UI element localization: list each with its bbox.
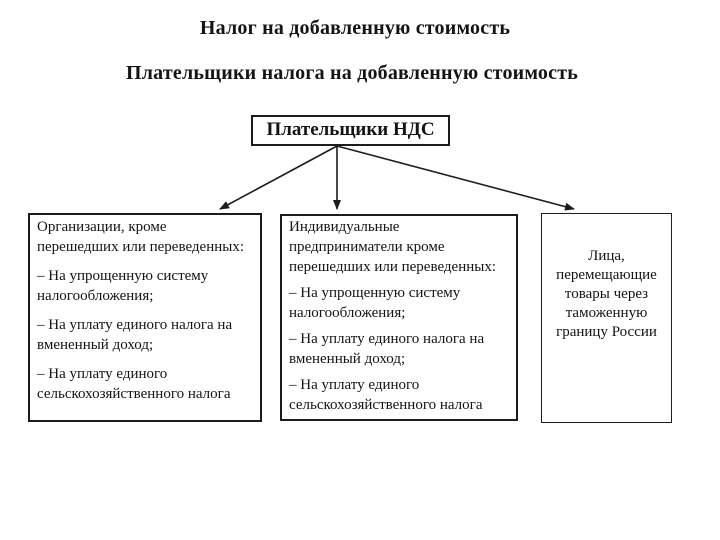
branch-box-organizations [28, 213, 262, 422]
arrow-to-persons [337, 146, 574, 209]
branch-box-individual-entrepreneurs [280, 214, 518, 421]
page-title: Налог на добавленную стоимость [199, 17, 511, 39]
entrepreneurs-item: – На уплату единого налога на вмененный доход; [289, 331, 485, 367]
persons-text: Лица, перемещающие товары через таможенную границу России [556, 248, 657, 340]
branch-box-persons-moving-goods [541, 213, 672, 423]
arrow-to-organizations [220, 146, 337, 209]
page-subtitle: Плательщики налога на добавленную стоимость [125, 62, 579, 84]
organizations-item: – На упрощенную систему налогообложения; [37, 268, 209, 304]
entrepreneurs-item: – На упрощенную систему налогообложения; [289, 285, 461, 321]
root-box-vat-payers [251, 115, 450, 146]
entrepreneurs-heading: Индивидуальные предприниматели кроме перешедших или переведенных: [289, 219, 496, 275]
organizations-item: – На уплату единого сельскохозяйственного налога [37, 366, 231, 402]
organizations-item: – На уплату единого налога на вмененный доход; [37, 317, 233, 353]
organizations-heading: Организации, кроме перешедших или переведенных: [37, 219, 244, 255]
entrepreneurs-item: – На уплату единого сельскохозяйственного налога [289, 377, 483, 413]
root-box-label: Плательщики НДС [266, 119, 435, 140]
